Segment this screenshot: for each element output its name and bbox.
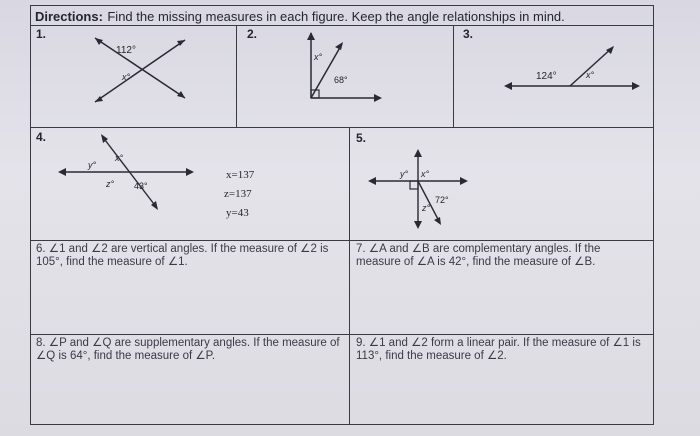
problem-8-text: 8. ∠P and ∠Q are supplementary angles. If the measure of ∠Q is 64°, find the measure of ∠P. <box>36 337 340 362</box>
problem-4-number: 4. <box>36 130 47 144</box>
figure-2-angle-label: 68° <box>334 75 348 85</box>
divider <box>453 25 454 127</box>
figure-4-unknown-y: y° <box>88 160 97 170</box>
figure-5-angle-label: 72° <box>435 195 449 205</box>
figure-5-unknown-x: x° <box>421 169 430 179</box>
directions-label: Directions: <box>35 9 103 24</box>
figure-2-right-angle <box>290 30 390 110</box>
problem-3-number: 3. <box>463 27 474 41</box>
divider <box>349 127 350 424</box>
figure-5-unknown-z: z° <box>422 203 431 213</box>
directions-line <box>35 8 565 26</box>
problem-7-text: 7. ∠A and ∠B are complementary angles. If the measure of ∠A is 42°, find the measure of ∠B. <box>356 243 601 268</box>
figure-1-intersecting-lines <box>60 30 230 125</box>
handwritten-answer: z=137 <box>224 188 252 200</box>
problem-2-number: 2. <box>247 27 258 41</box>
divider <box>236 25 237 127</box>
problem-9-text: 9. ∠1 and ∠2 form a linear pair. If the measure of ∠1 is 113°, find the measure of ∠2. <box>356 337 641 362</box>
figure-4-unknown-z: z° <box>106 179 115 189</box>
handwritten-answer: x=137 <box>226 169 255 181</box>
figure-4-unknown-x: x° <box>115 153 124 163</box>
divider <box>30 240 653 241</box>
figure-4-parallel-lines <box>52 128 202 213</box>
figure-1-angle-label: 112° <box>116 45 136 56</box>
problem-5-number: 5. <box>356 131 367 145</box>
figure-2-unknown-label: x° <box>314 52 323 62</box>
figure-3-angle-label: 124° <box>536 71 557 82</box>
handwritten-answer: y=43 <box>226 207 249 219</box>
figure-5-unknown-y: y° <box>400 169 409 179</box>
divider <box>30 334 653 335</box>
figure-5-perpendicular-lines <box>360 145 475 235</box>
figure-4-angle-label: 43° <box>134 181 148 191</box>
problem-6-text: 6. ∠1 and ∠2 are vertical angles. If the measure of ∠2 is 105°, find the measure of ∠1. <box>36 243 329 268</box>
directions-text: Find the missing measures in each figure. Keep the angle relationships in mind. <box>107 9 565 24</box>
figure-3-unknown-label: x° <box>586 70 595 80</box>
figure-3-linear-pair <box>500 40 650 100</box>
problem-1-number: 1. <box>36 27 47 41</box>
figure-1-unknown-label: x° <box>122 72 131 82</box>
